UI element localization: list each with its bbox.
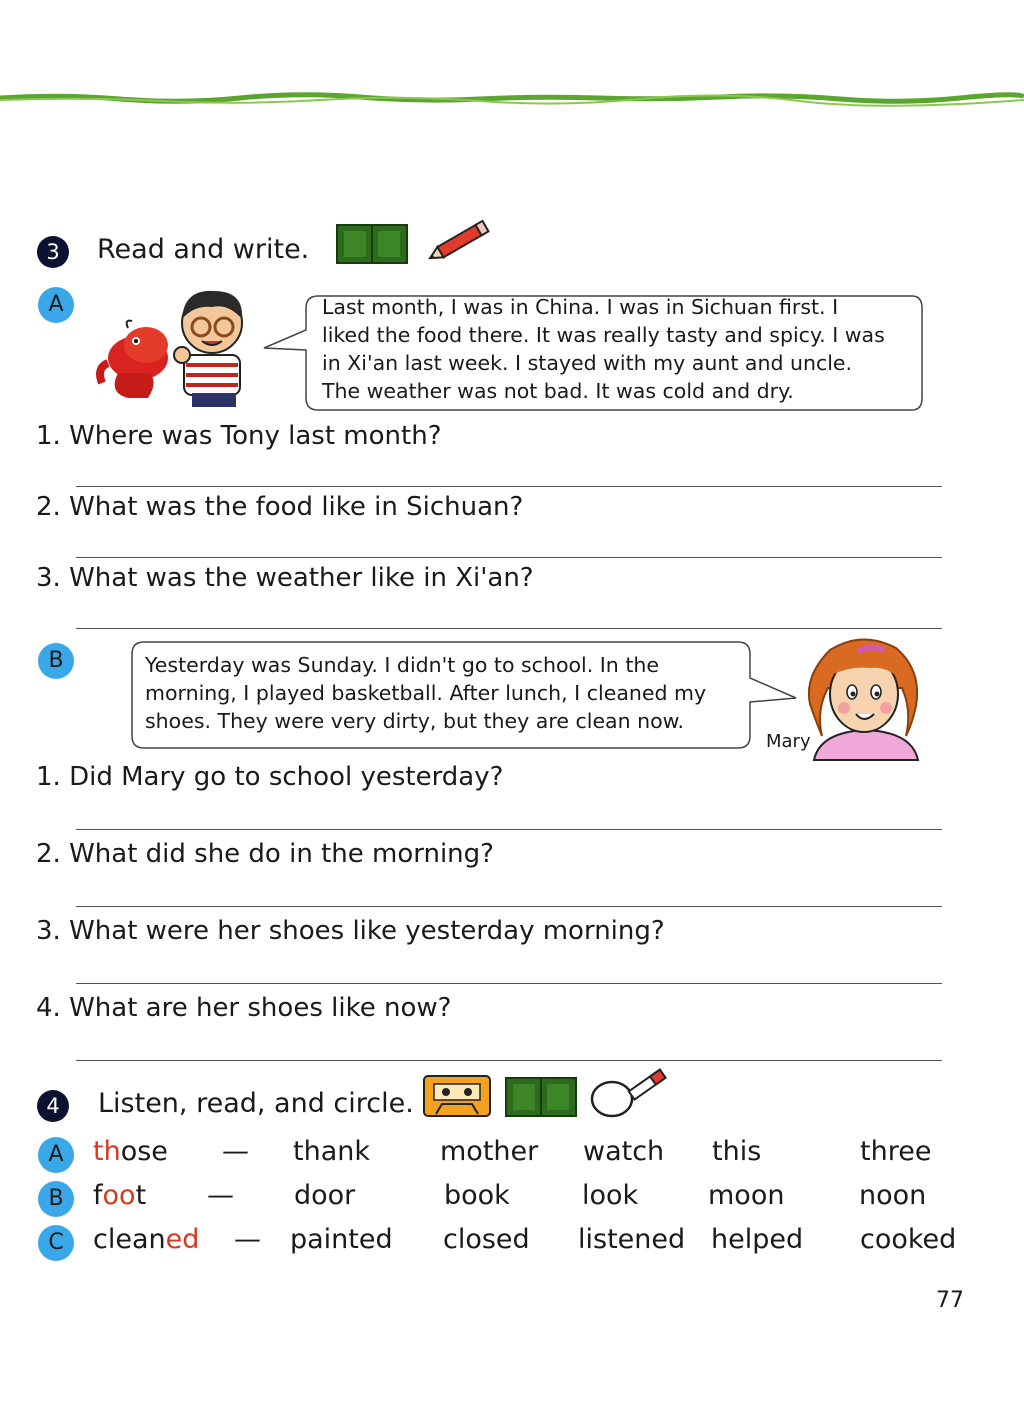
row-b-word[interactable]: noon [859, 1180, 927, 1211]
speech-bubble-a-text [322, 293, 885, 405]
answer-line-a3[interactable] [76, 628, 942, 629]
answer-line-a1[interactable] [76, 486, 942, 487]
question-a3: 3. What was the weather like in Xi'an? [36, 563, 534, 593]
row-a-word[interactable]: this [712, 1136, 762, 1167]
key-word-prefix: f [93, 1180, 103, 1211]
bubble-a-line: in Xi'an last week. I stayed with my aunt and uncle. [322, 351, 853, 375]
key-word-highlight: th [93, 1136, 121, 1167]
bubble-b-line: morning, I played basketball. After lunch, I cleaned my [145, 681, 707, 705]
row-a-dash: — [222, 1136, 249, 1167]
mary-illustration [800, 636, 930, 770]
tony-and-dragon-illustration [88, 283, 268, 408]
part-a-label: A [38, 287, 74, 323]
decorative-green-line [0, 86, 1024, 110]
row-c-word[interactable]: closed [443, 1224, 530, 1255]
answer-line-b1[interactable] [76, 829, 942, 830]
row-b-word[interactable]: door [294, 1180, 356, 1211]
cassette-icon [422, 1074, 492, 1118]
question-b3: 3. What were her shoes like yesterday morning? [36, 916, 665, 946]
row-c-label: C [38, 1225, 74, 1261]
row-a-word[interactable]: watch [583, 1136, 665, 1167]
row-c-key-word [93, 1224, 199, 1255]
question-a2: 2. What was the food like in Sichuan? [36, 492, 524, 522]
bubble-a-line: liked the food there. It was really tasty and spicy. I was [322, 323, 885, 347]
question-a1: 1. Where was Tony last month? [36, 421, 442, 451]
section-3-number: 3 [37, 236, 69, 268]
book-icon [336, 223, 408, 265]
row-a-word[interactable]: three [860, 1136, 932, 1167]
part-b-label: B [38, 643, 74, 679]
bubble-b-line: Yesterday was Sunday. I didn't go to school. In the [145, 653, 659, 677]
row-c-word[interactable]: helped [711, 1224, 804, 1255]
answer-line-b2[interactable] [76, 906, 942, 907]
book-icon [505, 1076, 577, 1118]
section-3-title: Read and write. [97, 234, 310, 265]
row-b-word[interactable]: look [582, 1180, 639, 1211]
page-number: 77 [936, 1288, 964, 1313]
row-c-word[interactable]: painted [290, 1224, 393, 1255]
key-word-suffix: ose [120, 1136, 168, 1167]
row-a-word[interactable]: mother [440, 1136, 539, 1167]
row-b-label: B [38, 1181, 74, 1217]
circle-marker-icon [588, 1064, 678, 1120]
speech-bubble-b-text [145, 651, 706, 735]
bubble-b-line: shoes. They were very dirty, but they are clean now. [145, 709, 685, 733]
question-b2: 2. What did she do in the morning? [36, 839, 494, 869]
row-c-word[interactable]: listened [578, 1224, 686, 1255]
row-b-word[interactable]: book [444, 1180, 510, 1211]
row-c-dash: — [234, 1224, 261, 1255]
row-b-dash: — [207, 1180, 234, 1211]
question-b1: 1. Did Mary go to school yesterday? [36, 762, 504, 792]
row-c-word[interactable]: cooked [860, 1224, 957, 1255]
bubble-a-line: Last month, I was in China. I was in Sichuan first. I [322, 295, 839, 319]
section-4-title: Listen, read, and circle. [98, 1088, 414, 1119]
row-a-label: A [38, 1137, 74, 1173]
answer-line-b4[interactable] [76, 1060, 942, 1061]
pencil-icon [424, 218, 496, 266]
key-word-highlight: oo [102, 1180, 136, 1211]
row-b-key-word [93, 1180, 146, 1211]
row-a-key-word [93, 1136, 168, 1167]
section-4-number: 4 [37, 1090, 69, 1122]
key-word-highlight: ed [165, 1224, 200, 1255]
key-word-suffix: t [135, 1180, 147, 1211]
key-word-prefix: clean [93, 1224, 166, 1255]
row-a-word[interactable]: thank [293, 1136, 370, 1167]
question-b4: 4. What are her shoes like now? [36, 993, 452, 1023]
answer-line-b3[interactable] [76, 983, 942, 984]
mary-name-label: Mary [766, 731, 811, 752]
row-b-word[interactable]: moon [708, 1180, 785, 1211]
bubble-a-line: The weather was not bad. It was cold and dry. [322, 379, 794, 403]
answer-line-a2[interactable] [76, 557, 942, 558]
